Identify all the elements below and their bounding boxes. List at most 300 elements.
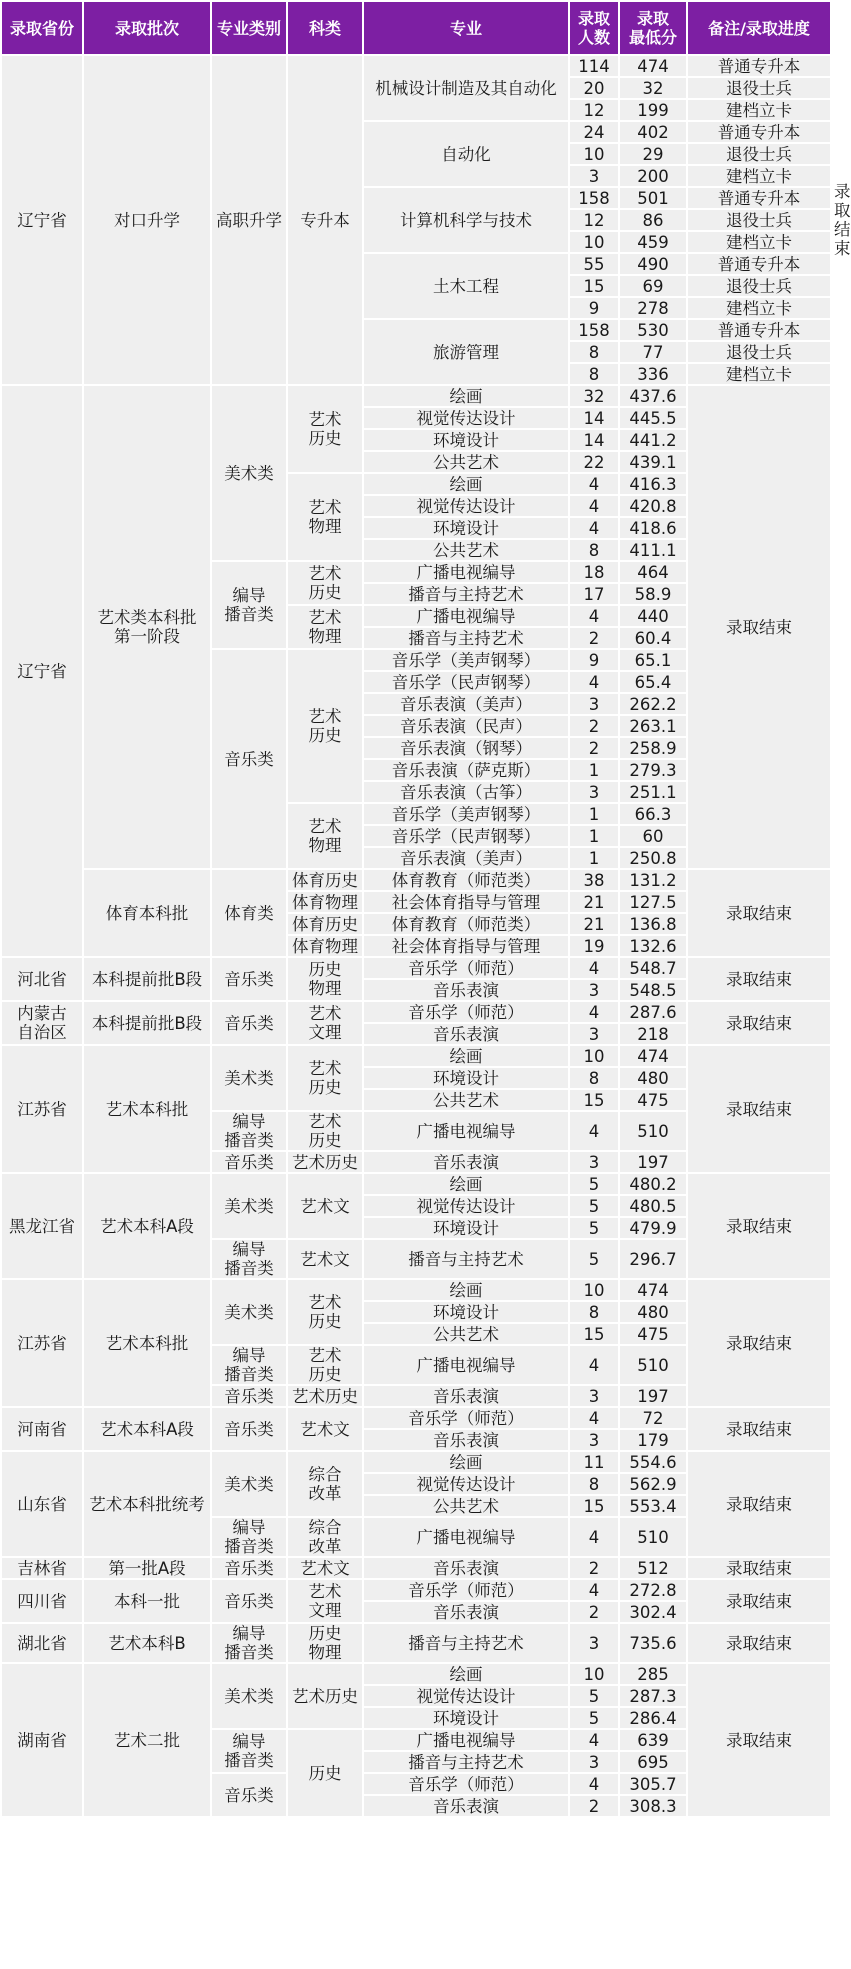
table-cell: 艺术文 [287, 1173, 363, 1239]
table-cell: 播音与主持艺术 [363, 1239, 569, 1279]
table-row [1, 1557, 831, 1579]
table-cell: 建档立卡 [687, 165, 831, 187]
table-cell: 美术类 [211, 1451, 287, 1517]
table-cell: 内蒙古 自治区 [1, 1001, 83, 1045]
table-cell: 8 [569, 1067, 619, 1089]
table-cell: 计算机科学与技术 [363, 187, 569, 253]
table-cell: 32 [569, 385, 619, 407]
table-cell: 21 [569, 913, 619, 935]
table-row [1, 1663, 831, 1685]
table-cell: 社会体育指导与管理 [363, 891, 569, 913]
table-cell: 735.6 [619, 1623, 687, 1663]
table-cell: 江苏省 [1, 1279, 83, 1407]
table-cell: 音乐学（师范） [363, 1001, 569, 1023]
table-cell: 音乐类 [211, 957, 287, 1001]
table-cell: 418.6 [619, 517, 687, 539]
header-remark: 备注/录取进度 [687, 1, 831, 55]
table-cell: 黑龙江省 [1, 1173, 83, 1279]
table-cell: 江苏省 [1, 1045, 83, 1173]
table-cell: 环境设计 [363, 1067, 569, 1089]
table-cell: 音乐表演 [363, 1385, 569, 1407]
table-cell: 普通专升本 [687, 253, 831, 275]
table-cell: 305.7 [619, 1773, 687, 1795]
table-cell: 艺术 历史 [287, 1279, 363, 1345]
table-cell: 音乐表演 [363, 979, 569, 1001]
table-cell: 视觉传达设计 [363, 1195, 569, 1217]
table-cell: 72 [619, 1407, 687, 1429]
table-cell: 艺术本科批 [83, 1045, 211, 1173]
table-cell: 411.1 [619, 539, 687, 561]
table-cell: 音乐类 [211, 1385, 287, 1407]
table-cell: 12 [569, 209, 619, 231]
header-category: 专业类别 [211, 1, 287, 55]
table-cell: 绘画 [363, 1663, 569, 1685]
table-cell: 4 [569, 957, 619, 979]
table-cell: 14 [569, 429, 619, 451]
table-cell: 环境设计 [363, 429, 569, 451]
table-cell: 480 [619, 1067, 687, 1089]
table-cell: 旅游管理 [363, 319, 569, 385]
table-cell: 4 [569, 605, 619, 627]
table-cell: 308.3 [619, 1795, 687, 1817]
table-row [1, 1623, 831, 1663]
table-cell: 专升本 [287, 55, 363, 385]
table-cell: 音乐类 [211, 1151, 287, 1173]
table-cell: 29 [619, 143, 687, 165]
table-cell: 4 [569, 1407, 619, 1429]
table-cell: 广播电视编导 [363, 1729, 569, 1751]
table-cell: 5 [569, 1217, 619, 1239]
table-cell: 4 [569, 495, 619, 517]
table-cell: 艺术文 [287, 1557, 363, 1579]
table-cell: 5 [569, 1195, 619, 1217]
table-cell: 562.9 [619, 1473, 687, 1495]
table-row [1, 1279, 831, 1301]
table-cell: 对口升学 [83, 55, 211, 385]
table-cell: 绘画 [363, 385, 569, 407]
table-cell: 8 [569, 1301, 619, 1323]
table-cell: 24 [569, 121, 619, 143]
table-cell: 286.4 [619, 1707, 687, 1729]
table-cell: 艺术历史 [287, 1663, 363, 1729]
table-cell: 158 [569, 187, 619, 209]
table-cell: 420.8 [619, 495, 687, 517]
table-cell: 退役士兵 [687, 143, 831, 165]
table-cell: 9 [569, 649, 619, 671]
table-cell: 艺术 历史 [287, 649, 363, 803]
table-cell: 464 [619, 561, 687, 583]
table-header-row [1, 1, 831, 55]
table-cell: 公共艺术 [363, 1323, 569, 1345]
table-cell: 录取结束 [687, 1579, 831, 1623]
table-row [1, 1407, 831, 1429]
table-cell: 2 [569, 1557, 619, 1579]
table-cell: 132.6 [619, 935, 687, 957]
table-cell: 编导 播音类 [211, 1345, 287, 1385]
header-count: 录取 人数 [569, 1, 619, 55]
table-cell: 建档立卡 [687, 363, 831, 385]
table-cell: 播音与主持艺术 [363, 583, 569, 605]
table-cell: 普通专升本 [687, 319, 831, 341]
table-cell: 262.2 [619, 693, 687, 715]
table-cell: 编导 播音类 [211, 561, 287, 649]
table-cell: 体育历史 [287, 913, 363, 935]
table-cell: 77 [619, 341, 687, 363]
table-row [1, 1001, 831, 1023]
table-cell: 58.9 [619, 583, 687, 605]
table-cell: 音乐表演（萨克斯） [363, 759, 569, 781]
table-cell: 3 [569, 1623, 619, 1663]
table-cell: 11 [569, 1451, 619, 1473]
table-cell: 绘画 [363, 1451, 569, 1473]
table-cell: 音乐学（美声钢琴） [363, 803, 569, 825]
table-cell: 视觉传达设计 [363, 407, 569, 429]
table-cell: 湖北省 [1, 1623, 83, 1663]
table-cell: 15 [569, 1323, 619, 1345]
table-cell: 439.1 [619, 451, 687, 473]
table-cell: 美术类 [211, 385, 287, 561]
table-cell: 辽宁省 [1, 385, 83, 957]
table-cell: 建档立卡 [687, 99, 831, 121]
table-cell: 编导 播音类 [211, 1623, 287, 1663]
table-cell: 音乐学（师范） [363, 1773, 569, 1795]
table-cell: 5 [569, 1239, 619, 1279]
table-cell: 艺术 物理 [287, 605, 363, 649]
table-cell: 艺术 物理 [287, 473, 363, 561]
table-cell: 河北省 [1, 957, 83, 1001]
table-cell: 402 [619, 121, 687, 143]
table-cell: 音乐类 [211, 1773, 287, 1817]
header-min-score: 录取 最低分 [619, 1, 687, 55]
table-cell: 60 [619, 825, 687, 847]
table-cell: 480.5 [619, 1195, 687, 1217]
table-cell: 环境设计 [363, 1217, 569, 1239]
table-cell: 美术类 [211, 1279, 287, 1345]
table-cell: 播音与主持艺术 [363, 627, 569, 649]
table-cell: 录取结束 [687, 1407, 831, 1451]
table-cell: 263.1 [619, 715, 687, 737]
table-cell: 199 [619, 99, 687, 121]
table-cell: 音乐学（民声钢琴） [363, 671, 569, 693]
table-cell: 音乐表演 [363, 1557, 569, 1579]
table-cell: 9 [569, 297, 619, 319]
table-cell: 环境设计 [363, 1301, 569, 1323]
table-cell: 5 [569, 1707, 619, 1729]
table-cell: 广播电视编导 [363, 561, 569, 583]
table-cell: 环境设计 [363, 1707, 569, 1729]
table-cell: 14 [569, 407, 619, 429]
table-row [1, 1451, 831, 1473]
table-cell: 公共艺术 [363, 1495, 569, 1517]
table-cell: 编导 播音类 [211, 1111, 287, 1151]
table-cell: 3 [569, 1023, 619, 1045]
table-cell: 音乐表演 [363, 1023, 569, 1045]
table-row [1, 1045, 831, 1067]
table-cell: 本科提前批B段 [83, 1001, 211, 1045]
table-cell: 广播电视编导 [363, 1345, 569, 1385]
table-cell: 音乐学（师范） [363, 1407, 569, 1429]
table-cell: 退役士兵 [687, 275, 831, 297]
table-cell: 音乐表演 [363, 1151, 569, 1173]
table-cell: 音乐表演 [363, 1429, 569, 1451]
table-cell: 音乐学（美声钢琴） [363, 649, 569, 671]
table-cell: 音乐类 [211, 1557, 287, 1579]
table-cell: 音乐表演（民声） [363, 715, 569, 737]
table-cell: 绘画 [363, 1045, 569, 1067]
table-cell: 音乐学（民声钢琴） [363, 825, 569, 847]
table-cell: 3 [569, 1151, 619, 1173]
table-cell: 475 [619, 1323, 687, 1345]
table-cell: 3 [569, 693, 619, 715]
table-cell: 播音与主持艺术 [363, 1623, 569, 1663]
table-cell: 建档立卡 [687, 297, 831, 319]
table-cell: 编导 播音类 [211, 1729, 287, 1773]
table-cell: 475 [619, 1089, 687, 1111]
table-cell: 38 [569, 869, 619, 891]
table-cell: 艺术本科批 [83, 1279, 211, 1407]
table-cell: 459 [619, 231, 687, 253]
table-cell: 501 [619, 187, 687, 209]
table-cell: 639 [619, 1729, 687, 1751]
table-cell: 65.1 [619, 649, 687, 671]
table-cell: 音乐表演（古筝） [363, 781, 569, 803]
table-cell: 127.5 [619, 891, 687, 913]
table-cell: 本科一批 [83, 1579, 211, 1623]
table-cell: 15 [569, 1495, 619, 1517]
table-cell: 287.3 [619, 1685, 687, 1707]
table-cell: 编导 播音类 [211, 1239, 287, 1279]
table-cell: 4 [569, 1111, 619, 1151]
table-cell: 272.8 [619, 1579, 687, 1601]
table-cell: 退役士兵 [687, 77, 831, 99]
table-cell: 474 [619, 1045, 687, 1067]
table-cell: 20 [569, 77, 619, 99]
table-cell: 音乐类 [211, 1407, 287, 1451]
table-cell: 1 [569, 825, 619, 847]
table-cell: 退役士兵 [687, 341, 831, 363]
table-cell: 普通专升本 [687, 187, 831, 209]
table-cell: 音乐类 [211, 649, 287, 869]
table-cell: 4 [569, 473, 619, 495]
table-cell: 4 [569, 1729, 619, 1751]
table-cell: 艺术历史 [287, 1385, 363, 1407]
table-cell: 社会体育指导与管理 [363, 935, 569, 957]
table-cell: 8 [569, 539, 619, 561]
table-cell: 3 [569, 1385, 619, 1407]
table-cell: 32 [619, 77, 687, 99]
table-cell: 445.5 [619, 407, 687, 429]
table-cell: 258.9 [619, 737, 687, 759]
table-cell: 综合 改革 [287, 1517, 363, 1557]
table-cell: 2 [569, 737, 619, 759]
table-cell: 10 [569, 1279, 619, 1301]
table-cell: 历史 [287, 1729, 363, 1817]
table-cell: 17 [569, 583, 619, 605]
table-cell: 音乐表演（美声） [363, 693, 569, 715]
table-cell: 艺术 历史 [287, 1111, 363, 1151]
table-cell: 普通专升本 [687, 121, 831, 143]
table-cell: 250.8 [619, 847, 687, 869]
table-cell: 10 [569, 1663, 619, 1685]
table-cell: 艺术 历史 [287, 1045, 363, 1111]
table-cell: 音乐学（师范） [363, 1579, 569, 1601]
table-cell: 音乐表演（钢琴） [363, 737, 569, 759]
table-cell: 4 [569, 1001, 619, 1023]
table-cell: 绘画 [363, 473, 569, 495]
table-cell: 4 [569, 1579, 619, 1601]
table-cell: 高职升学 [211, 55, 287, 385]
table-cell: 5 [569, 1685, 619, 1707]
table-cell: 8 [569, 363, 619, 385]
table-cell: 554.6 [619, 1451, 687, 1473]
table-cell: 15 [569, 275, 619, 297]
table-cell: 艺术本科批统考 [83, 1451, 211, 1557]
table-cell: 艺术本科B [83, 1623, 211, 1663]
header-major: 专业 [363, 1, 569, 55]
table-cell: 录取结束 [687, 1279, 831, 1407]
table-cell: 河南省 [1, 1407, 83, 1451]
table-cell: 510 [619, 1517, 687, 1557]
table-cell: 510 [619, 1111, 687, 1151]
table-cell: 录取结束 [687, 1001, 831, 1045]
table-cell: 158 [569, 319, 619, 341]
table-cell: 录取结束 [687, 1451, 831, 1557]
table-cell: 录取结束 [687, 1623, 831, 1663]
table-cell: 艺术 文理 [287, 1001, 363, 1045]
table-cell: 8 [569, 1473, 619, 1495]
table-cell: 1 [569, 803, 619, 825]
table-cell: 录取结束 [687, 1557, 831, 1579]
table-cell: 退役士兵 [687, 209, 831, 231]
table-cell: 土木工程 [363, 253, 569, 319]
table-cell: 197 [619, 1385, 687, 1407]
table-cell: 10 [569, 143, 619, 165]
table-cell: 114 [569, 55, 619, 77]
table-cell: 录取结束 [687, 957, 831, 1001]
header-province: 录取省份 [1, 1, 83, 55]
table-cell: 绘画 [363, 1279, 569, 1301]
table-cell: 公共艺术 [363, 539, 569, 561]
table-cell: 548.5 [619, 979, 687, 1001]
table-cell: 440 [619, 605, 687, 627]
table-cell: 音乐类 [211, 1001, 287, 1045]
table-cell: 艺术本科A段 [83, 1407, 211, 1451]
table-cell: 2 [569, 715, 619, 737]
table-cell: 艺术 文理 [287, 1579, 363, 1623]
table-cell: 公共艺术 [363, 451, 569, 473]
table-cell: 视觉传达设计 [363, 1685, 569, 1707]
table-cell: 302.4 [619, 1601, 687, 1623]
table-cell: 艺术文 [287, 1239, 363, 1279]
table-cell: 474 [619, 55, 687, 77]
table-cell: 2 [569, 1601, 619, 1623]
table-cell: 广播电视编导 [363, 1111, 569, 1151]
table-cell: 441.2 [619, 429, 687, 451]
table-cell: 艺术本科A段 [83, 1173, 211, 1279]
table-cell: 197 [619, 1151, 687, 1173]
table-cell: 体育教育（师范类） [363, 913, 569, 935]
table-cell: 艺术类本科批 第一阶段 [83, 385, 211, 869]
table-cell: 音乐学（师范） [363, 957, 569, 979]
table-cell: 474 [619, 1279, 687, 1301]
table-cell: 5 [569, 1173, 619, 1195]
table-cell: 3 [569, 1429, 619, 1451]
table-cell: 218 [619, 1023, 687, 1045]
table-cell: 山东省 [1, 1451, 83, 1557]
table-cell: 279.3 [619, 759, 687, 781]
table-cell: 4 [569, 1345, 619, 1385]
table-cell: 479.9 [619, 1217, 687, 1239]
table-row [1, 869, 831, 891]
table-cell: 机械设计制造及其自动化 [363, 55, 569, 121]
table-cell: 3 [569, 781, 619, 803]
table-cell: 体育物理 [287, 891, 363, 913]
table-cell: 历史 物理 [287, 957, 363, 1001]
table-cell: 美术类 [211, 1663, 287, 1729]
table-cell: 285 [619, 1663, 687, 1685]
table-cell: 录取结束 [687, 869, 831, 957]
table-cell: 69 [619, 275, 687, 297]
table-cell: 艺术 历史 [287, 561, 363, 605]
table-row [1, 385, 831, 407]
table-cell: 131.2 [619, 869, 687, 891]
table-cell: 480.2 [619, 1173, 687, 1195]
table-cell: 1 [569, 847, 619, 869]
table-cell: 287.6 [619, 1001, 687, 1023]
table-cell: 278 [619, 297, 687, 319]
table-cell: 512 [619, 1557, 687, 1579]
table-cell: 美术类 [211, 1173, 287, 1239]
table-cell: 22 [569, 451, 619, 473]
table-cell: 本科提前批B段 [83, 957, 211, 1001]
table-cell: 艺术 历史 [287, 385, 363, 473]
table-cell: 视觉传达设计 [363, 495, 569, 517]
table-cell: 2 [569, 1795, 619, 1817]
table-cell: 3 [569, 165, 619, 187]
table-cell: 480 [619, 1301, 687, 1323]
table-row [1, 1173, 831, 1195]
table-cell: 吉林省 [1, 1557, 83, 1579]
table-cell: 510 [619, 1345, 687, 1385]
table-cell: 音乐表演（美声） [363, 847, 569, 869]
table-cell: 环境设计 [363, 517, 569, 539]
table-cell: 自动化 [363, 121, 569, 187]
table-cell: 音乐类 [211, 1579, 287, 1623]
table-cell: 体育物理 [287, 935, 363, 957]
table-cell: 86 [619, 209, 687, 231]
table-cell: 体育本科批 [83, 869, 211, 957]
table-cell: 体育历史 [287, 869, 363, 891]
table-cell: 18 [569, 561, 619, 583]
table-cell: 历史 物理 [287, 1623, 363, 1663]
table-cell: 4 [569, 1517, 619, 1557]
table-cell: 湖南省 [1, 1663, 83, 1817]
table-cell: 艺术 历史 [287, 1345, 363, 1385]
table-cell: 336 [619, 363, 687, 385]
table-cell: 录取结束 [687, 1663, 831, 1817]
table-cell: 视觉传达设计 [363, 1473, 569, 1495]
table-row [1, 1579, 831, 1601]
table-row: 辽宁省 对口升学 高职升学 专升本 机械设计制造及其自动化 114 474 普通专升本 录取 结束 [1, 55, 831, 77]
table-cell: 19 [569, 935, 619, 957]
table-cell: 艺术历史 [287, 1151, 363, 1173]
table-cell: 4 [569, 671, 619, 693]
table-cell: 4 [569, 517, 619, 539]
table-cell: 695 [619, 1751, 687, 1773]
table-cell: 553.4 [619, 1495, 687, 1517]
table-cell: 136.8 [619, 913, 687, 935]
table-cell: 辽宁省 [1, 55, 83, 385]
